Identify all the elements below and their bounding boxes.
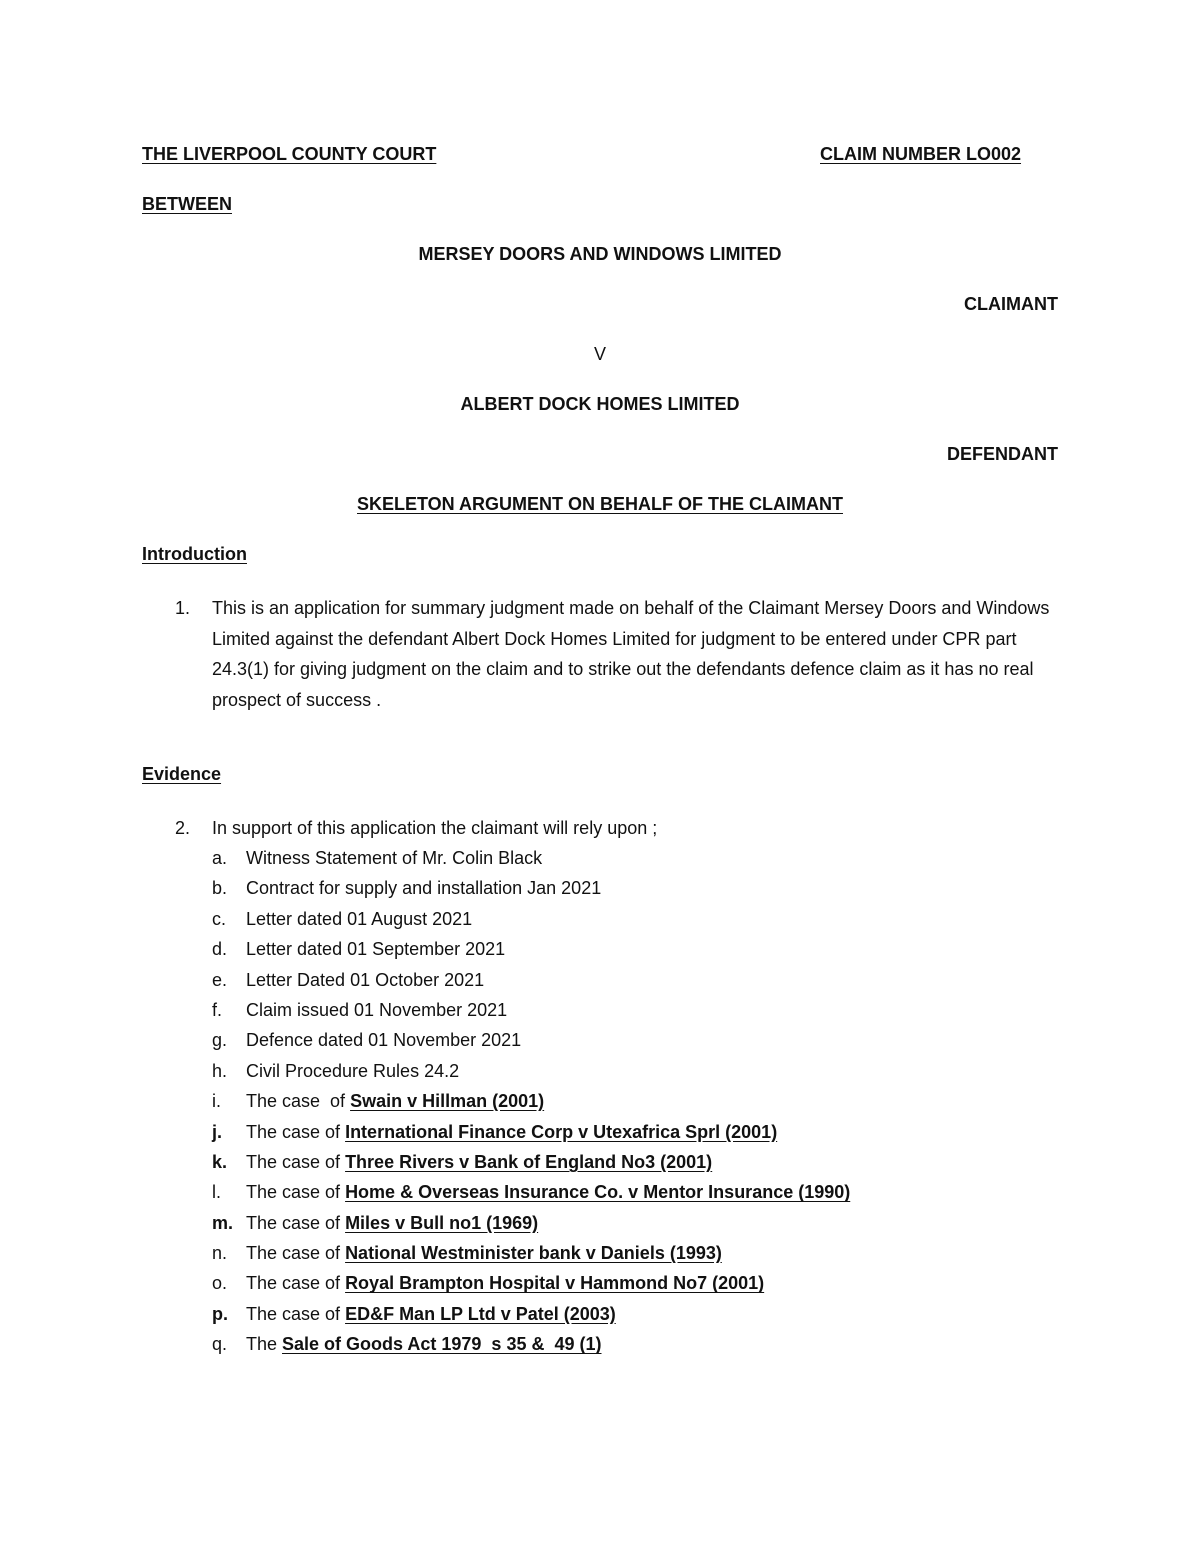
list-item bbox=[0, 1086, 1200, 1116]
item-letter: k. bbox=[212, 1151, 228, 1172]
defendant-label: DEFENDANT bbox=[947, 444, 1058, 464]
item-letter: d. bbox=[212, 939, 228, 960]
between-label: BETWEEN bbox=[142, 194, 232, 214]
item-text: The bbox=[246, 1334, 283, 1355]
document-title: SKELETON ARGUMENT ON BEHALF OF THE CLAIMANT bbox=[357, 494, 843, 514]
item-letter: b. bbox=[212, 878, 228, 899]
item-letter: c. bbox=[212, 908, 227, 929]
item-text: The case of bbox=[246, 1151, 346, 1172]
item-text: The case of bbox=[246, 1273, 346, 1294]
list-item bbox=[0, 1268, 1200, 1298]
case-link[interactable]: Royal Brampton Hospital v Hammond No7 (2001) bbox=[345, 1273, 765, 1294]
paragraph-text: In support of this application the claimant will rely upon ; bbox=[212, 818, 658, 838]
list-item bbox=[0, 1056, 1200, 1086]
case-link[interactable]: Swain v Hillman (2001) bbox=[350, 1091, 545, 1112]
item-text: Defence dated 01 November 2021 bbox=[246, 1030, 522, 1051]
item-letter: o. bbox=[212, 1273, 228, 1294]
list-item bbox=[0, 843, 1200, 873]
item-letter: f. bbox=[212, 999, 223, 1020]
item-text: The case of bbox=[246, 1091, 351, 1112]
item-text: Letter dated 01 September 2021 bbox=[246, 939, 506, 960]
case-link[interactable]: Miles v Bull no1 (1969) bbox=[345, 1212, 539, 1233]
item-text: The case of bbox=[246, 1182, 346, 1203]
case-link[interactable]: International Finance Corp v Utexafrica Sprl (2001) bbox=[345, 1121, 778, 1142]
item-text: Contract for supply and installation Jan 2021 bbox=[246, 878, 602, 899]
list-item bbox=[0, 1025, 1200, 1055]
list-item bbox=[0, 1329, 1200, 1359]
list-item bbox=[0, 1147, 1200, 1177]
item-text: Letter dated 01 August 2021 bbox=[246, 908, 473, 929]
court-name: THE LIVERPOOL COUNTY COURT bbox=[142, 144, 437, 164]
item-letter: a. bbox=[212, 848, 228, 868]
paragraph-number: 1. bbox=[175, 598, 191, 618]
item-letter: n. bbox=[212, 1243, 228, 1264]
item-letter: m. bbox=[212, 1212, 234, 1233]
claimant-name: MERSEY DOORS AND WINDOWS LIMITED bbox=[418, 244, 782, 264]
case-link[interactable]: National Westminister bank v Daniels (1993) bbox=[345, 1243, 722, 1264]
item-text: The case of bbox=[246, 1121, 346, 1142]
item-text: The case of bbox=[246, 1212, 346, 1233]
claim-number: CLAIM NUMBER LO002 bbox=[820, 144, 1022, 164]
case-link[interactable]: Home & Overseas Insurance Co. v Mentor Insurance (1990) bbox=[345, 1182, 851, 1203]
item-text: The case of bbox=[246, 1303, 346, 1324]
list-item bbox=[0, 1238, 1200, 1268]
evidence-list bbox=[0, 843, 1200, 1360]
list-item bbox=[0, 934, 1200, 964]
item-letter: j. bbox=[212, 1121, 223, 1142]
item-letter: q. bbox=[212, 1334, 228, 1355]
list-item bbox=[0, 1208, 1200, 1238]
item-letter: h. bbox=[212, 1060, 228, 1081]
item-letter: g. bbox=[212, 1030, 228, 1051]
item-text: Civil Procedure Rules 24.2 bbox=[246, 1060, 460, 1081]
case-link[interactable]: ED&F Man LP Ltd v Patel (2003) bbox=[345, 1303, 616, 1324]
defendant-name: ALBERT DOCK HOMES LIMITED bbox=[460, 394, 740, 414]
versus-label: V bbox=[593, 344, 606, 364]
item-text: The case of bbox=[246, 1243, 346, 1264]
paragraph-number: 2. bbox=[175, 818, 191, 838]
item-letter: i. bbox=[212, 1091, 221, 1112]
list-item bbox=[0, 1177, 1200, 1207]
item-letter: e. bbox=[212, 969, 228, 990]
item-letter: l. bbox=[212, 1182, 221, 1203]
claimant-label: CLAIMANT bbox=[964, 294, 1058, 314]
list-item bbox=[0, 995, 1200, 1025]
introduction-heading: Introduction bbox=[142, 544, 247, 564]
list-item bbox=[0, 1117, 1200, 1147]
item-text: Witness Statement of Mr. Colin Black bbox=[246, 848, 543, 868]
list-item bbox=[0, 873, 1200, 903]
list-item bbox=[0, 904, 1200, 934]
item-text: Claim issued 01 November 2021 bbox=[246, 999, 508, 1020]
case-link[interactable]: Sale of Goods Act 1979 s 35 & 49 (1) bbox=[282, 1334, 602, 1355]
list-item bbox=[0, 965, 1200, 995]
case-link[interactable]: Three Rivers v Bank of England No3 (2001) bbox=[345, 1151, 713, 1172]
evidence-heading: Evidence bbox=[142, 764, 222, 784]
paragraph-text: This is an application for summary judgment made on behalf of the Claimant Mersey Doors and Windows Limited against the defendant Albert Dock Homes Limited for judgment to be entered under CPR part 24.3(1) for giving judgment on the claim and to strike out the defendants defence claim as it has no real prospect of success . bbox=[212, 598, 1050, 710]
item-letter: p. bbox=[212, 1303, 228, 1324]
list-item bbox=[0, 1299, 1200, 1329]
item-text: Letter Dated 01 October 2021 bbox=[246, 969, 485, 990]
